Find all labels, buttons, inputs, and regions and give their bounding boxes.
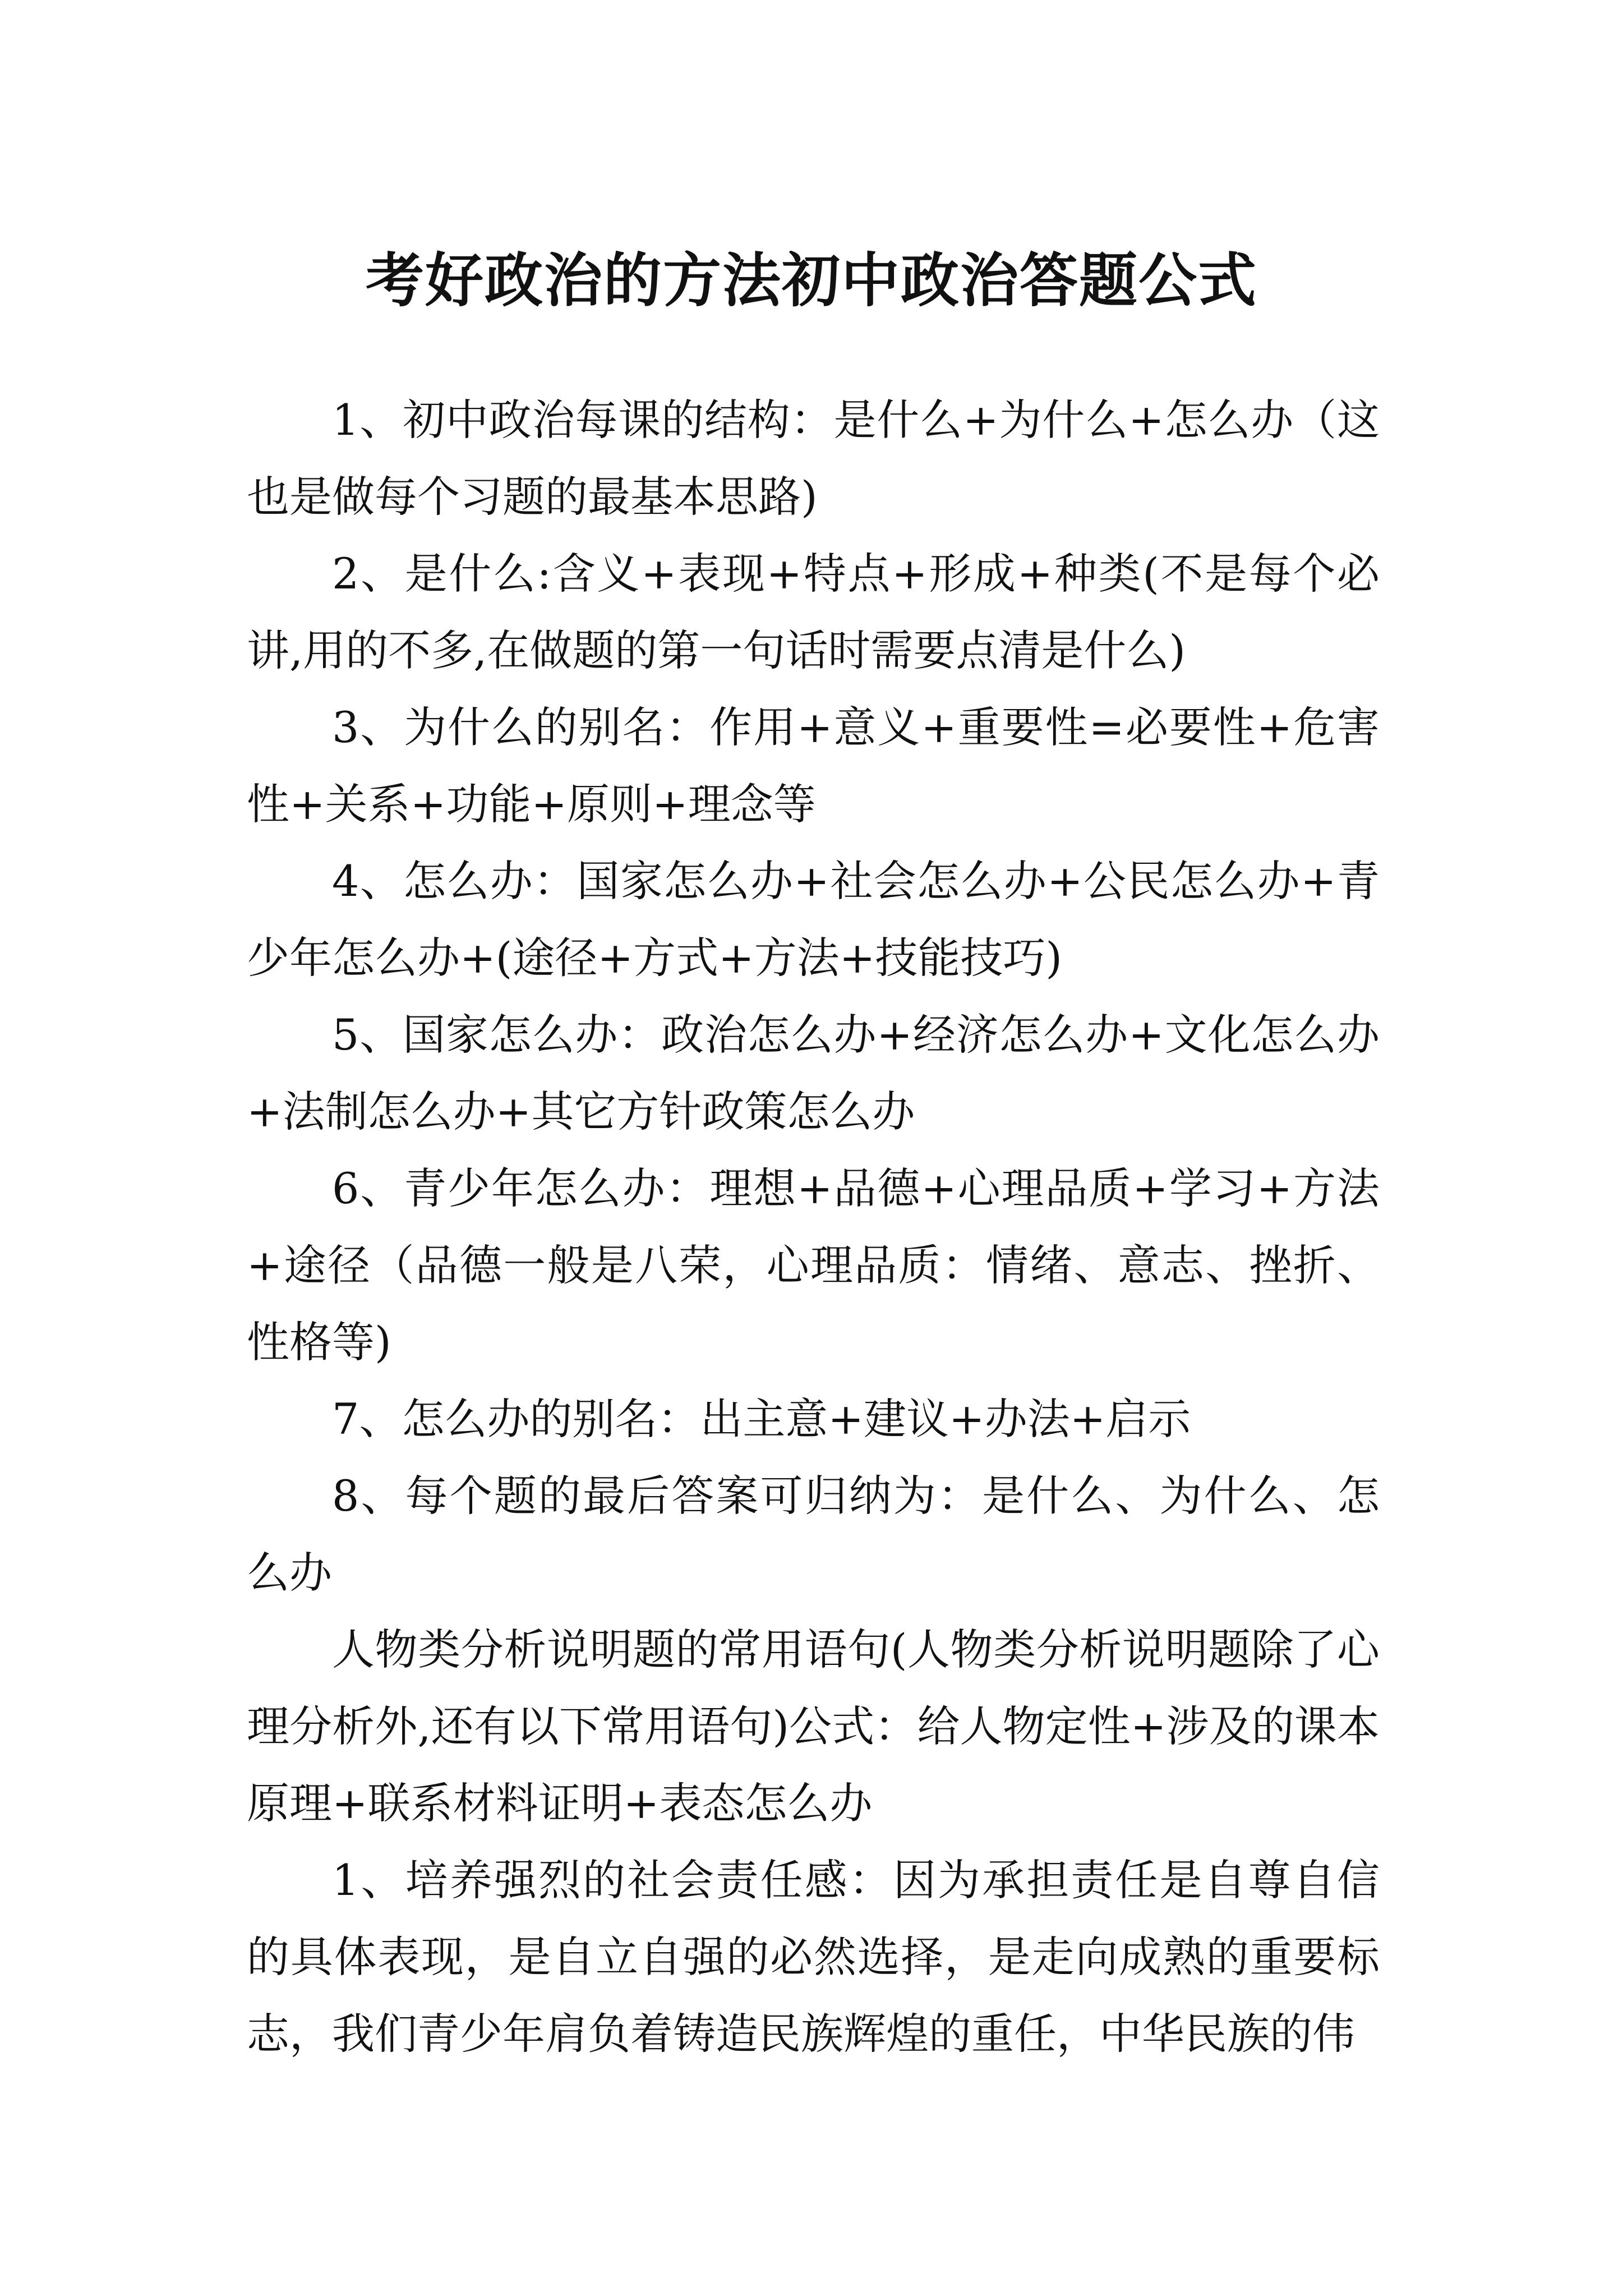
paragraph-1: 1、初中政治每课的结构：是什么+为什么+怎么办（这也是做每个习题的最基本思路) — [247, 395, 1380, 522]
paragraph-8: 8、每个题的最后答案可归纳为：是什么、为什么、怎么办 — [247, 1471, 1380, 1598]
paragraph-6: 6、青少年怎么办：理想+品德+心理品质+学习+方法+途径（品德一般是八荣，心理品质：情绪、意志、挫折、性格等) — [247, 1163, 1380, 1367]
document-body — [247, 381, 1380, 2072]
paragraph-2: 2、是什么:含义+表现+特点+形成+种类(不是每个必讲,用的不多,在做题的第一句话时需要点清是什么) — [247, 549, 1380, 675]
paragraph-4: 4、怎么办：国家怎么办+社会怎么办+公民怎么办+青少年怎么办+(途径+方式+方法+技能技巧) — [247, 856, 1380, 983]
paragraph-10: 1、培养强烈的社会责任感：因为承担责任是自尊自信的具体表现，是自立自强的必然选择，是走向成熟的重要标志，我们青少年肩负着铸造民族辉煌的重任，中华民族的伟 — [247, 1855, 1380, 2059]
paragraph-7: 7、怎么办的别名：出主意+建议+办法+启示 — [332, 1394, 1191, 1444]
paragraph-3: 3、为什么的别名：作用+意义+重要性=必要性+危害性+关系+功能+原则+理念等 — [247, 702, 1380, 829]
paragraph-5: 5、国家怎么办：政治怎么办+经济怎么办+文化怎么办+法制怎么办+其它方针政策怎么办 — [247, 1010, 1380, 1137]
paragraph-9: 人物类分析说明题的常用语句(人物类分析说明题除了心理分析外,还有以下常用语句)公式：给人物定性+涉及的课本原理+联系材料证明+表态怎么办 — [247, 1625, 1380, 1828]
document-title: 考好政治的方法初中政治答题公式 — [365, 245, 1257, 315]
